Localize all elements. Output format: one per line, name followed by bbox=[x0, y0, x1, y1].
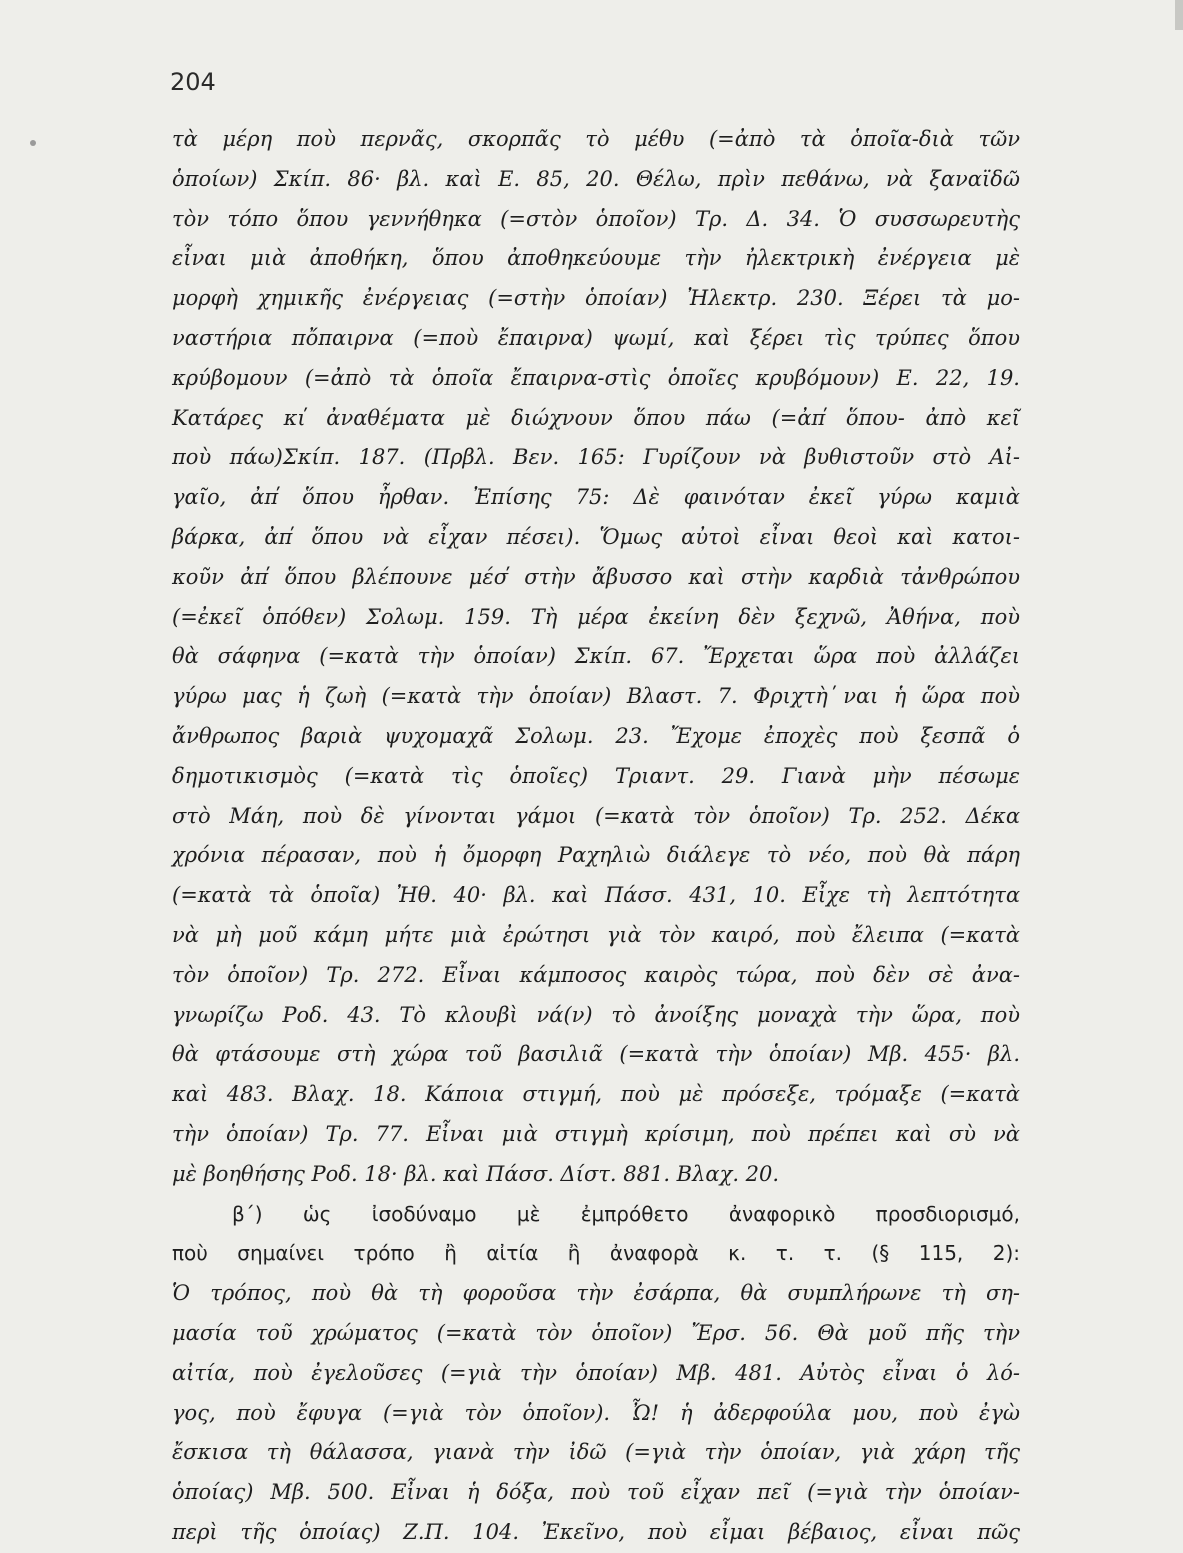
text-line: κρύβομουν (=ἀπὸ τὰ ὁποῖα ἔπαιρνα-στὶς ὁποῖες κρυβόμουν) Ε. 22, 19. bbox=[172, 365, 1020, 390]
text-line: τὸν τόπο ὅπου γεννήθηκα (=στὸν ὁποῖον) Τρ. Δ. 34. Ὁ συσσωρευτὴς bbox=[172, 206, 1020, 231]
text-line: βάρκα, ἀπ̕ ὅπου νὰ εἶχαν πέσει). Ὅμως αὐτοὶ εἶναι θεοὶ καὶ κατοι- bbox=[172, 524, 1020, 549]
text-line: τὸν ὁποῖον) Τρ. 272. Εἶναι κάμποσος καιρὸς τώρα, ποὺ δὲν σὲ ἀνα- bbox=[172, 962, 1020, 987]
text-line: ποὺ πάω)Σκίπ. 187. (Πρβλ. Βεν. 165: Γυρίζουν νὰ βυθιστοῦν στὸ Αἰ- bbox=[172, 445, 1020, 470]
text-line: τὴν ὁποίαν) Τρ. 77. Εἶναι μιὰ στιγμὴ κρίσιμη, ποὺ πρέπει καὶ σὺ νὰ bbox=[172, 1121, 1020, 1146]
text-line: τὰ μέρη ποὺ περνᾶς, σκορπᾶς τὸ μέθυ (=ἀπὸ τὰ ὁποῖα-διὰ τῶν bbox=[172, 127, 1020, 151]
text-line: ἔσκισα τὴ θάλασσα, γιανὰ τὴν ἰδῶ (=γιὰ τὴν ὁποίαν, γιὰ χάρη τῆς bbox=[172, 1440, 1020, 1465]
text-line: χρόνια πέρασαν, ποὺ ἡ ὄμορφη Ραχηλιὼ διάλεγε τὸ νέο, ποὺ θὰ πάρη bbox=[172, 843, 1020, 868]
text-line: κοῦν ἀπ̕ ὅπου βλέπουνε μέσ̕ στὴν ἄβυσσο καὶ στὴν καρδιὰ τἀνθρώπου bbox=[172, 564, 1020, 589]
text-line: γος, ποὺ ἔφυγα (=γιὰ τὸν ὁποῖον). Ὦ! ἡ ἀδερφούλα μου, ποὺ ἐγὼ bbox=[172, 1400, 1020, 1425]
text-line: γνωρίζω Ροδ. 43. Τὸ κλουβὶ νά(ν) τὸ ἀνοίξης μοναχὰ τὴν ὥρα, ποὺ bbox=[172, 1002, 1020, 1027]
text-line: στὸ Μάη, ποὺ δὲ γίνονται γάμοι (=κατὰ τὸν ὁποῖον) Τρ. 252. Δέκα bbox=[172, 803, 1020, 828]
text-line: θὰ σάφηνα (=κατὰ τὴν ὁποίαν) Σκίπ. 67. Ἔρχεται ὥρα ποὺ ἀλλάζει bbox=[172, 644, 1020, 669]
text-line: (=κατὰ τὰ ὁποῖα) Ἠθ. 40· βλ. καὶ Πάσσ. 431, 10. Εἶχε τὴ λεπτότητα bbox=[172, 883, 1020, 908]
text-line: ποὺ σημαίνει τρόπο ἢ αἰτία ἢ ἀναφορὰ κ. τ. τ. (§ 115, 2): bbox=[172, 1241, 1020, 1266]
text-line: ναστήρια πὄπαιρνα (=ποὺ ἔπαιρνα) ψωμί, καὶ ξέρει τὶς τρύπες ὅπου bbox=[172, 325, 1020, 350]
text-line: περὶ τῆς ὁποίας) Ζ.Π. 104. Ἐκεῖνο, ποὺ εἶμαι βέβαιος, εἶναι πῶς bbox=[172, 1519, 1020, 1544]
text-line: (=ἐκεῖ ὁπόθεν) Σολωμ. 159. Τὴ μέρα ἐκείνη δὲν ξεχνῶ, Ἀθήνα, ποὺ bbox=[172, 604, 1020, 629]
text-line: γαῖο, ἀπ̕ ὅπου ἦρθαν. Ἐπίσης 75: Δὲ φαινόταν ἐκεῖ γύρω καμιὰ bbox=[172, 485, 1020, 510]
text-line: Κατάρες κι̕ ἀναθέματα μὲ διώχνουν ὅπου πάω (=ἀπ̕ ὅπου- ἀπὸ κεῖ bbox=[172, 405, 1020, 430]
text-line: εἶναι μιὰ ἀποθήκη, ὅπου ἀποθηκεύουμε τὴν ἠλεκτρικὴ ἐνέργεια μὲ bbox=[172, 246, 1020, 271]
text-line: καὶ 483. Βλαχ. 18. Κάποια στιγμή, ποὺ μὲ πρόσεξε, τρόμαξε (=κατὰ bbox=[172, 1082, 1020, 1107]
text-line: μορφὴ χημικῆς ἐνέργειας (=στὴν ὁποίαν) Ἠλεκτρ. 230. Ξέρει τὰ μο- bbox=[172, 286, 1020, 311]
text-line: μασία τοῦ χρώματος (=κατὰ τὸν ὁποῖον) Ἔρσ. 56. Θὰ μοῦ πῆς τὴν bbox=[172, 1320, 1020, 1345]
margin-dot bbox=[30, 140, 36, 146]
text-line: νὰ μὴ μοῦ κάμη μήτε μιὰ ἐρώτησι γιὰ τὸν καιρό, ποὺ ἔλειπα (=κατὰ bbox=[172, 922, 1020, 947]
page-edge-mark bbox=[1175, 0, 1183, 30]
text-line: αἰτία, ποὺ ἐγελοῦσες (=γιὰ τὴν ὁποίαν) Μβ. 481. Αὐτὸς εἶναι ὁ λό- bbox=[172, 1360, 1020, 1385]
text-line: ὁποίων) Σκίπ. 86· βλ. καὶ Ε. 85, 20. Θέλω, πρὶν πεθάνω, νὰ ξαναϊδῶ bbox=[172, 166, 1020, 191]
page-number: 204 bbox=[170, 68, 216, 96]
text-line: ὁποίας) Μβ. 500. Εἶναι ἡ δόξα, ποὺ τοῦ εἶχαν πεῖ (=γιὰ τὴν ὁποίαν- bbox=[172, 1480, 1020, 1505]
text-line: ἄνθρωπος βαριὰ ψυχομαχᾶ Σολωμ. 23. Ἔχομε ἐποχὲς ποὺ ξεσπᾶ ὁ bbox=[172, 723, 1020, 748]
text-line: δημοτικισμὸς (=κατὰ τὶς ὁποῖες) Τριαντ. 29. Γιανὰ μὴν πέσωμε bbox=[172, 763, 1020, 788]
text-line: θὰ φτάσουμε στὴ χώρα τοῦ βασιλιᾶ (=κατὰ τὴν ὁποίαν) Μβ. 455· βλ. bbox=[172, 1042, 1020, 1067]
text-line: Ὁ τρόπος, ποὺ θὰ τὴ φοροῦσα τὴν ἐσάρπα, θὰ συμπλήρωνε τὴ ση- bbox=[172, 1281, 1020, 1306]
text-line: γύρω μας ἡ ζωὴ (=κατὰ τὴν ὁποίαν) Βλαστ. 7. Φριχτὴ ̕ναι ἡ ὥρα ποὺ bbox=[172, 684, 1020, 709]
text-line: μὲ βοηθήσης Ροδ. 18· βλ. καὶ Πάσσ. Δίστ. 881. Βλαχ. 20. bbox=[172, 1161, 780, 1186]
text-line: β΄) ὡς ἰσοδύναμο μὲ ἐμπρόθετο ἀναφορικὸ προσδιορισμό, bbox=[232, 1201, 1020, 1226]
text-block bbox=[172, 120, 1020, 1553]
